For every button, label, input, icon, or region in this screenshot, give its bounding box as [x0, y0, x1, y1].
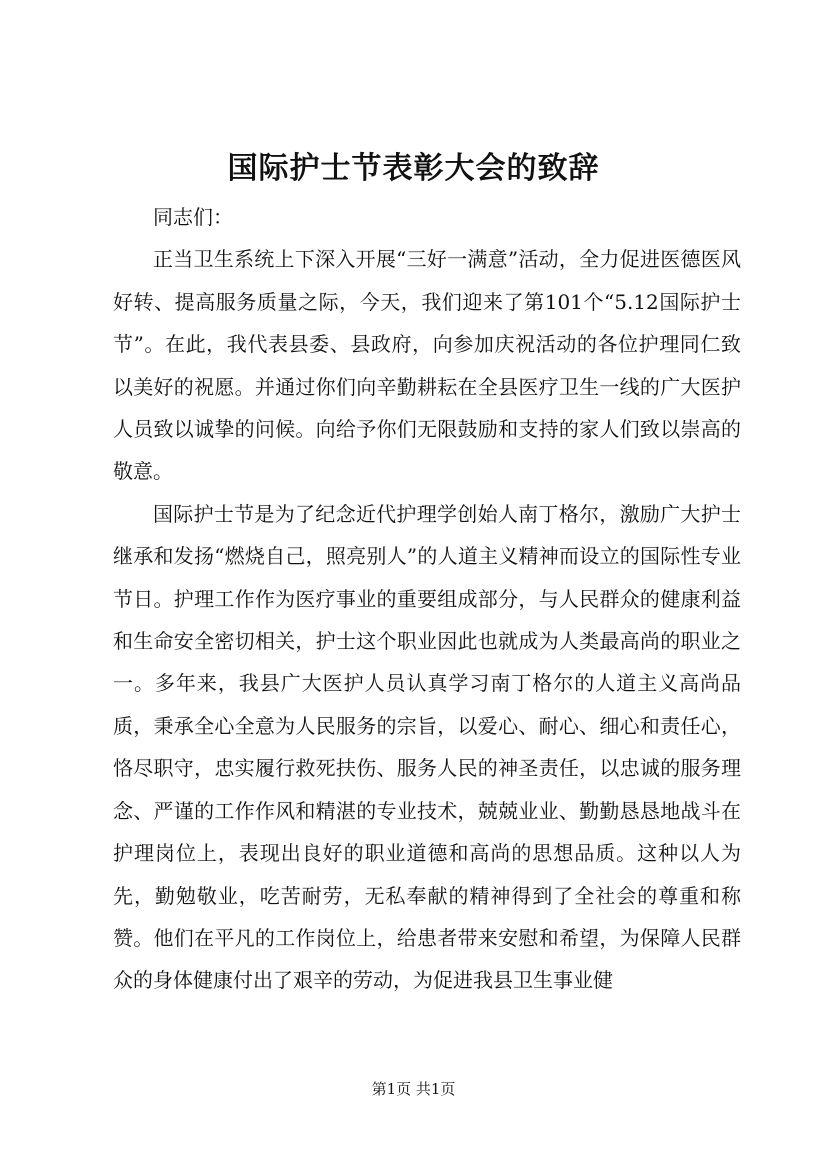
- document-body: [113, 196, 741, 1002]
- paragraph-1: 正当卫生系统上下深入开展“三好一满意”活动，全力促进医德医风好转、提高服务质量之际，今天，我们迎来了第101个“5.12国际护士节”。在此，我代表县委、县政府，向参加庆祝活动的各位护理同仁致以美好的祝愿。并通过你们向辛勤耕耘在全县医疗卫生一线的广大医护人员致以诚挚的问候。向给予你们无限鼓励和支持的家人们致以崇高的敬意。: [113, 247, 741, 484]
- page-footer: 第1页 共1页: [371, 1080, 456, 1098]
- greeting: 同志们：: [153, 205, 233, 229]
- document-title: 国际护士节表彰大会的致辞: [227, 151, 600, 186]
- paragraph-2: 国际护士节是为了纪念近代护理学创始人南丁格尔，激励广大护士继承和发扬“燃烧自己，照亮别人”的人道主义精神而设立的国际性专业节日。护理工作作为医疗事业的重要组成部分，与人民群众的健康利益和生命安全密切相关，护士这个职业因此也就成为人类最高尚的职业之一。多年来，我县广大医护人员认真学习南丁格尔的人道主义高尚品质，秉承全心全意为人民服务的宗旨，以爱心、耐心、细心和责任心，恪尽职守，忠实履行救死扶伤、服务人民的神圣责任，以忠诚的服务理念、严谨的工作作风和精湛的专业技术，兢兢业业、勤勤恳恳地战斗在护理岗位上，表现出良好的职业道德和高尚的思想品质。这种以人为先，勤勉敬业，吃苦耐劳，无私奉献的精神得到了全社会的尊重和称赞。他们在平凡的工作岗位上，给患者带来安慰和希望，为保障人民群众的身体健康付出了艰辛的劳动，为促进我县卫生事业健: [113, 501, 741, 993]
